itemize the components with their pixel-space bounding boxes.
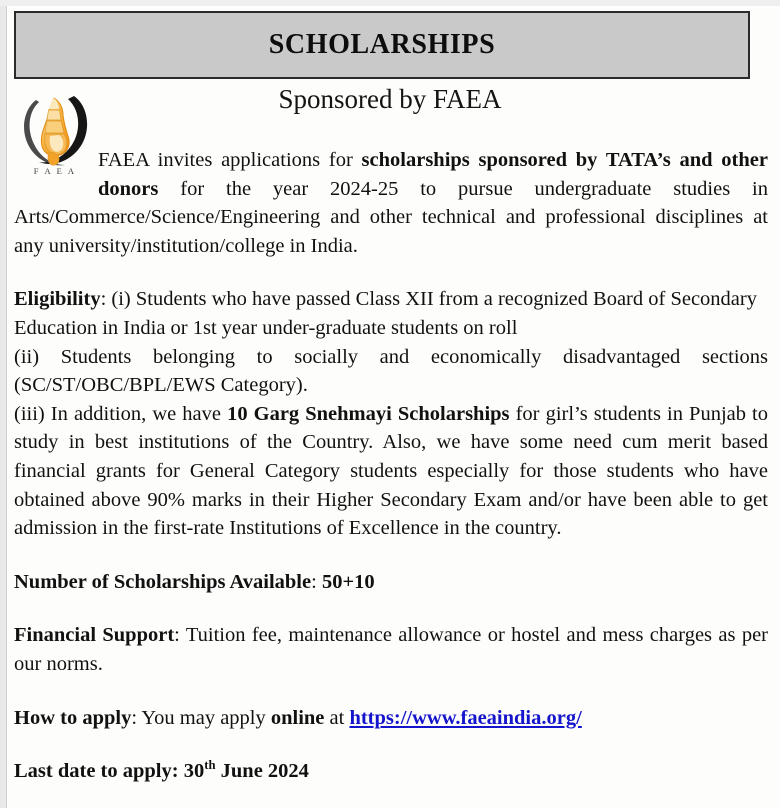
last-date-ordinal: th	[204, 758, 216, 773]
number-available-colon: :	[311, 570, 322, 593]
paragraph-number-available	[14, 568, 768, 597]
page-title: SCHOLARSHIPS	[268, 29, 496, 60]
spacer	[14, 596, 768, 621]
how-to-apply-colon: :	[131, 706, 142, 729]
paragraph-intro	[14, 146, 768, 260]
logo-text-wrap-spacer	[14, 146, 98, 186]
how-to-apply-heading: How to apply	[14, 706, 132, 729]
subtitle: Sponsored by FAEA	[278, 84, 502, 114]
intro-text-part2: for the year 2024-25 to pursue undergraduate studies in Arts/Commerce/Science/Engineering and other technical and professional disciplines at any university/institution/college in India.	[14, 177, 768, 257]
page-edge-top	[0, 0, 780, 6]
spacer	[14, 679, 768, 704]
intro-text-part1: FAEA invites applications for	[98, 149, 362, 171]
eligibility-item-iii-part2: for girl’s students in Punjab to study in best institutions of the Country. Also, we have some need cum merit based financial grants for General Category students especially for those students who have obtained above 90% marks in their Higher Secondary Exam and/or have been able to get admission in the first-rate Institutions of Excellence in the country.	[14, 402, 768, 540]
document-body	[14, 146, 768, 786]
eligibility-item-i: (i) Students who have passed Class XII from a recognized Board of Secondary Education in India or 1st year under-graduate students on roll	[14, 288, 757, 339]
paragraph-eligibility-iii	[14, 400, 768, 543]
number-available-value: 50+10	[321, 570, 375, 593]
how-to-apply-text-before: You may apply	[141, 706, 271, 729]
financial-support-colon: :	[174, 624, 186, 647]
eligibility-item-iii-part1: (iii) In addition, we have	[14, 402, 228, 425]
paragraph-how-to-apply	[14, 704, 768, 733]
last-date-month-year: June 2024	[215, 760, 309, 783]
spacer	[14, 543, 768, 568]
eligibility-colon: :	[100, 288, 112, 311]
spacer	[14, 732, 768, 757]
eligibility-heading: Eligibility	[14, 288, 101, 311]
paragraph-eligibility-i	[14, 285, 768, 342]
number-available-heading: Number of Scholarships Available	[14, 570, 312, 593]
logo-caption: F A E A	[33, 166, 77, 176]
paragraph-eligibility-ii	[14, 343, 768, 400]
financial-support-heading: Financial Support	[14, 624, 175, 647]
faea-website-link[interactable]: https://www.faeaindia.org/	[349, 706, 582, 729]
last-date-day: 30	[183, 760, 205, 783]
paragraph-last-date	[14, 757, 768, 786]
page-edge-left	[0, 0, 7, 808]
spacer	[14, 260, 768, 285]
title-banner	[14, 11, 750, 79]
intro-bold-donors: scholarships sponsored by TATA’s and other donors	[98, 149, 768, 200]
how-to-apply-text-middle: at	[324, 706, 350, 729]
how-to-apply-online-bold: online	[270, 706, 325, 729]
eligibility-item-ii: (ii) Students belonging to socially and economically disadvantaged sections (SC/ST/OBC/BPL/EWS Category).	[14, 345, 768, 397]
eligibility-garg-bold: 10 Garg Snehmayi Scholarships	[227, 402, 510, 425]
financial-support-text: Tuition fee, maintenance allowance or hostel and mess charges as per our norms.	[14, 624, 768, 675]
paragraph-financial-support	[14, 621, 768, 678]
last-date-heading: Last date to apply:	[14, 760, 179, 783]
